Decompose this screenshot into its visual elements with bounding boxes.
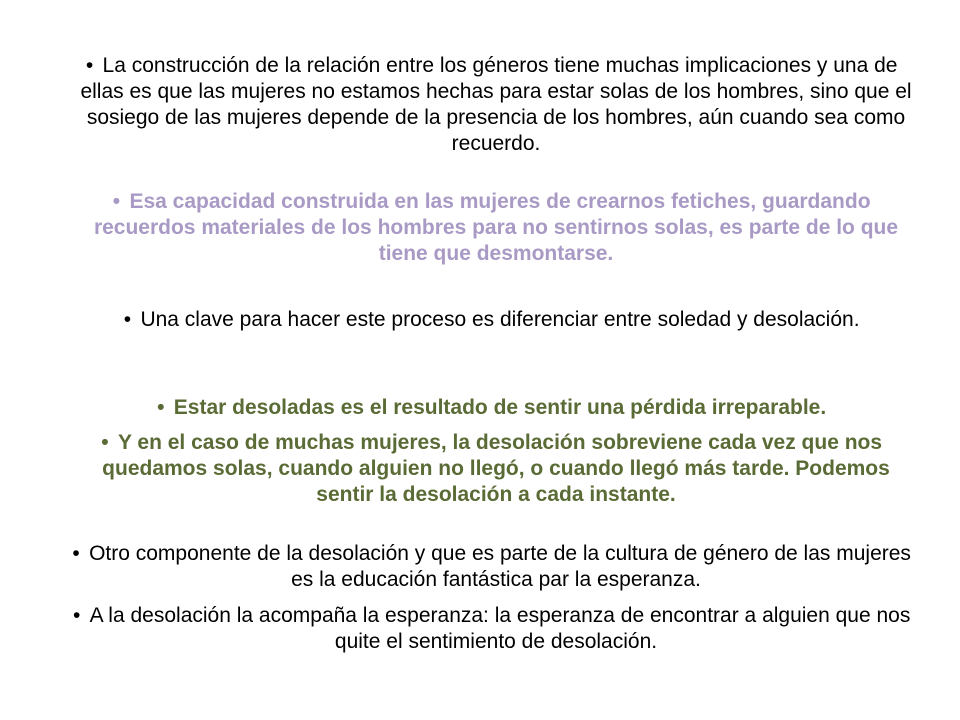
bullet-gender-construction: • La construcción de la relación entre los géneros tiene muchas implicaciones y una de ellas es que las mujeres no estamos hechas para estar solas de los hombres, sino que el sosiego de las mujeres depende de la presencia de los hombres, aún cuando sea como recuerdo. bbox=[78, 53, 914, 157]
bullet-desolation-women: • Y en el caso de muchas mujeres, la desolación sobreviene cada vez que nos quedamos solas, cuando alguien no llegó, o cuando llegó más tarde. Podemos sentir la desolación a cada instante. bbox=[78, 430, 914, 508]
bullet-hope-education: • Otro componente de la desolación y que es parte de la cultura de género de las mujeres es la educación fantástica par la esperanza. bbox=[78, 541, 914, 593]
bullet-hope-accompanies: • A la desolación la acompaña la esperanza: la esperanza de encontrar a alguien que nos quite el sentimiento de desolación. bbox=[78, 603, 914, 655]
bullet-fetishes: • Esa capacidad construida en las mujeres de crearnos fetiches, guardando recuerdos materiales de los hombres para no sentirnos solas, es parte de lo que tiene que desmontarse. bbox=[78, 189, 914, 267]
bullet-desolation-definition: • Estar desoladas es el resultado de sentir una pérdida irreparable. bbox=[78, 395, 914, 421]
bullet-solitude-vs-desolation: • Una clave para hacer este proceso es diferenciar entre soledad y desolación. bbox=[78, 307, 914, 333]
